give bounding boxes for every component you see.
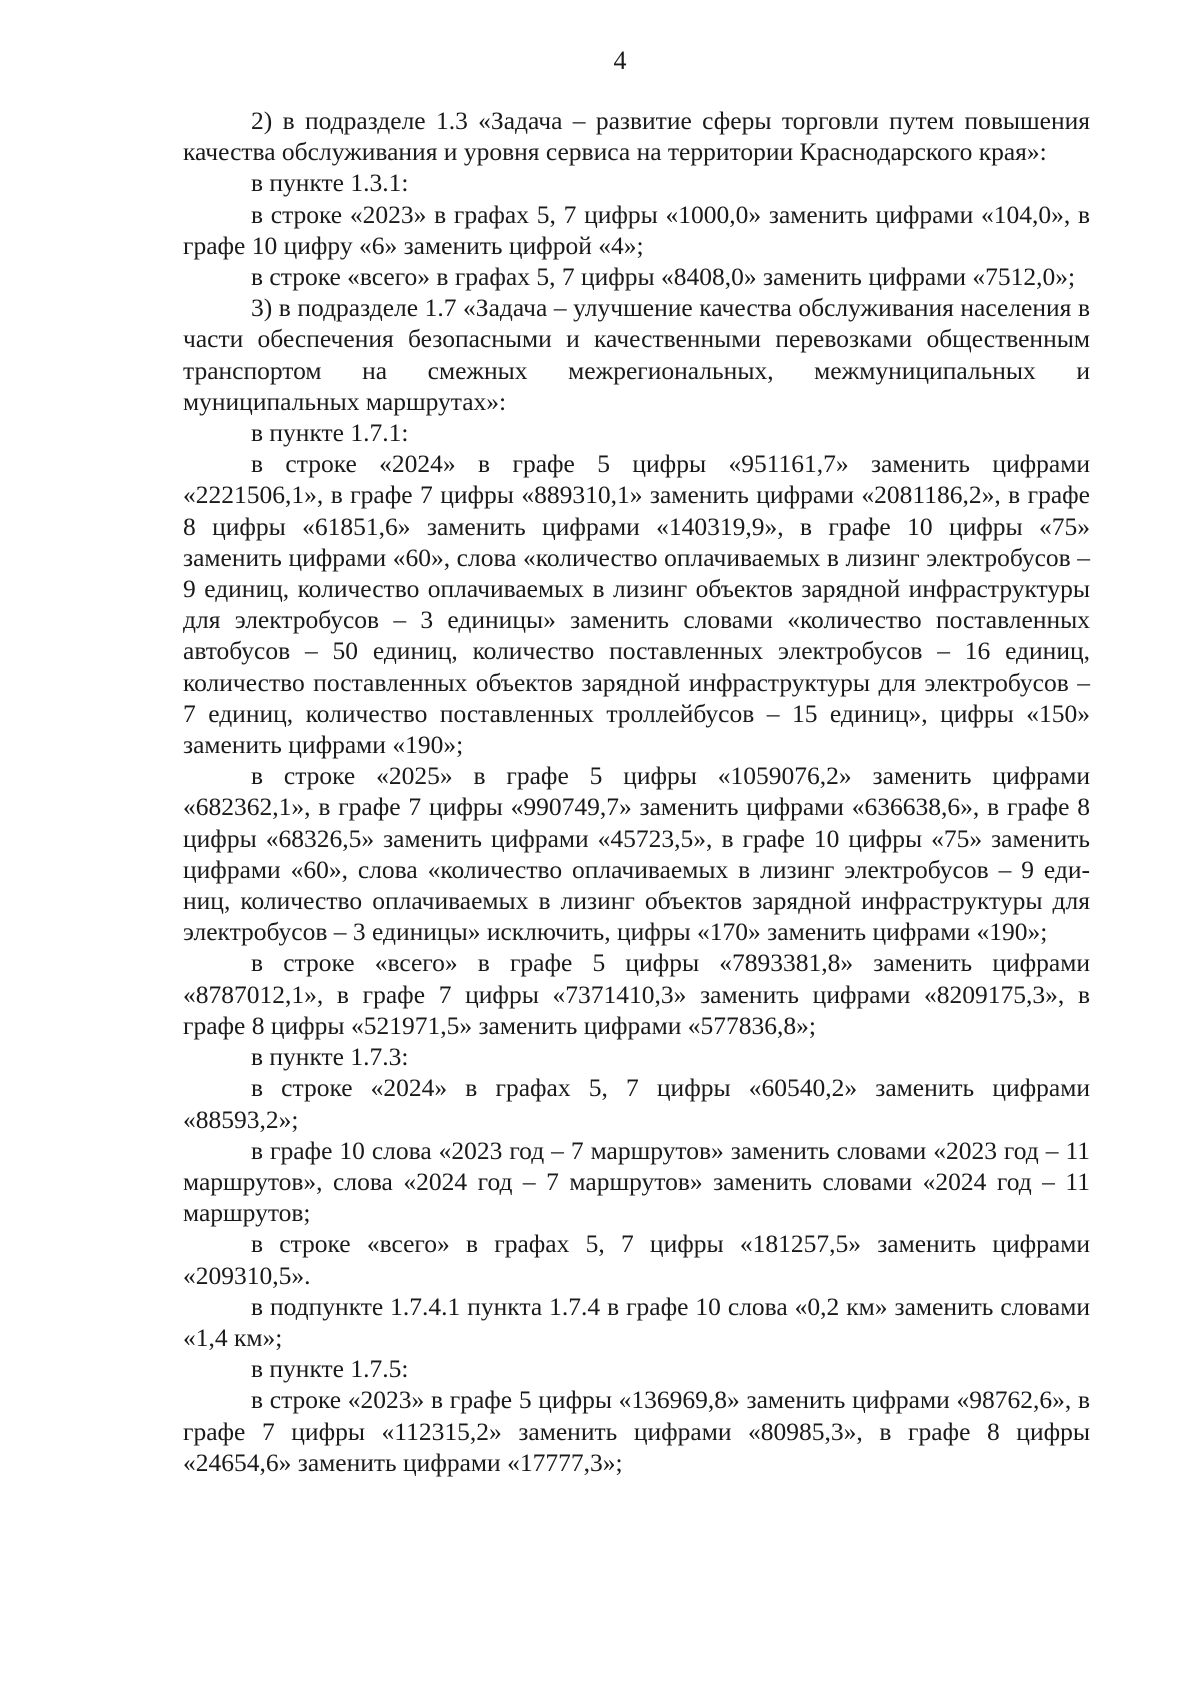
- paragraph-row-2024-1-7-3: в строке «2024» в графах 5, 7 цифры «60540,2» заменить цифрами «88593,2»;: [183, 1073, 1090, 1134]
- paragraph-subitem-1-7-4-1: в подпункте 1.7.4.1 пункта 1.7.4 в графе 10 слова «0,2 км» заменить словами «1,4 км»;: [183, 1291, 1090, 1352]
- paragraph-item-1-7-3: в пункте 1.7.3:: [251, 1042, 409, 1072]
- paragraph-subsection-1-3: 2) в подразделе 1.3 «Задача – развитие сферы торговли путем повышения качества обслуживания и уровня сервиса на территории Краснодарского края»:: [183, 106, 1090, 167]
- paragraph-item-1-3-1: в пункте 1.3.1:: [251, 168, 409, 198]
- paragraph-subsection-1-7: 3) в подразделе 1.7 «Задача – улучшение качества обслуживания населения в части обеспечения безопасными и качественными перевозками общественным транспортом на смежных межрегиональных, межмуниципальных и муниципальных маршрутах»:: [183, 293, 1090, 416]
- paragraph-row-2024: в строке «2024» в графе 5 цифры «951161,7» заменить цифрами «2221506,1», в графе 7 цифры «889310,1» заменить цифрами «2081186,2», в графе 8 цифры «61851,6» заменить цифрами «140319,9», в графе 10 цифры «75» заменить цифрами «60», слова «количество оплачиваемых в лизинг электробусов – 9 единиц, количество оплачиваемых в лизинг объектов зарядной инфраструктуры для электробусов – 3 единицы» заменить словами «количество поставленных автобусов – 50 единиц, количество поставленных электробусов – 16 единиц, количество поставленных объектов зарядной инфраструктуры для электробусов – 7 единиц, количество поставленных троллейбусов – 15 единиц», цифры «150» заменить цифрами «190»;: [183, 449, 1090, 760]
- paragraph-row-2025: в строке «2025» в графе 5 цифры «1059076,2» заменить цифрами «682362,1», в графе 7 цифры «990749,7» заменить цифрами «636638,6», в графе 8 цифры «68326,5» заменить цифрами «45723,5», в графе 10 цифры «75» заменить цифрами «60», слова «количество оплачиваемых в лизинг электробусов – 9 единиц, количество оплачиваемых в лизинг объектов зарядной инфраструктуры для электробусов – 3 единицы» исключить, цифры «170» заменить цифрами «190»;: [183, 761, 1090, 947]
- paragraph-row-total: в строке «всего» в графах 5, 7 цифры «8408,0» заменить цифрами «7512,0»;: [251, 262, 1076, 292]
- paragraph-item-1-7-1: в пункте 1.7.1:: [251, 418, 409, 448]
- page-number: 4: [613, 46, 627, 75]
- paragraph-row-total-1-7-1: в строке «всего» в графе 5 цифры «7893381,8» заменить цифрами «8787012,1», в графе 7 цифры «7371410,3» заменить цифрами «8209175,3», в графе 8 цифры «521971,5» заменить цифрами «577836,8»;: [183, 948, 1090, 1040]
- document-body: [183, 105, 1090, 1478]
- paragraph-row-2023-1-7-5: в строке «2023» в графе 5 цифры «136969,8» заменить цифрами «98762,6», в графе 7 цифры «112315,2» заменить цифрами «80985,3», в графе 8 цифры «24654,6» заменить цифрами «17777,3»;: [183, 1385, 1090, 1477]
- paragraph-row-total-1-7-3: в строке «всего» в графах 5, 7 цифры «181257,5» заменить цифрами «209310,5».: [183, 1229, 1090, 1290]
- paragraph-item-1-7-5: в пункте 1.7.5:: [251, 1354, 409, 1384]
- paragraph-column-10: в графе 10 слова «2023 год – 7 маршрутов» заменить словами «2023 год – 11 маршрутов», слова «2024 год – 7 маршрутов» заменить словами «2024 год – 11 маршрутов;: [183, 1135, 1090, 1228]
- paragraph-row-2023: в строке «2023» в графах 5, 7 цифры «1000,0» заменить цифрами «104,0», в графе 10 цифру «6» заменить цифрой «4»;: [183, 199, 1090, 260]
